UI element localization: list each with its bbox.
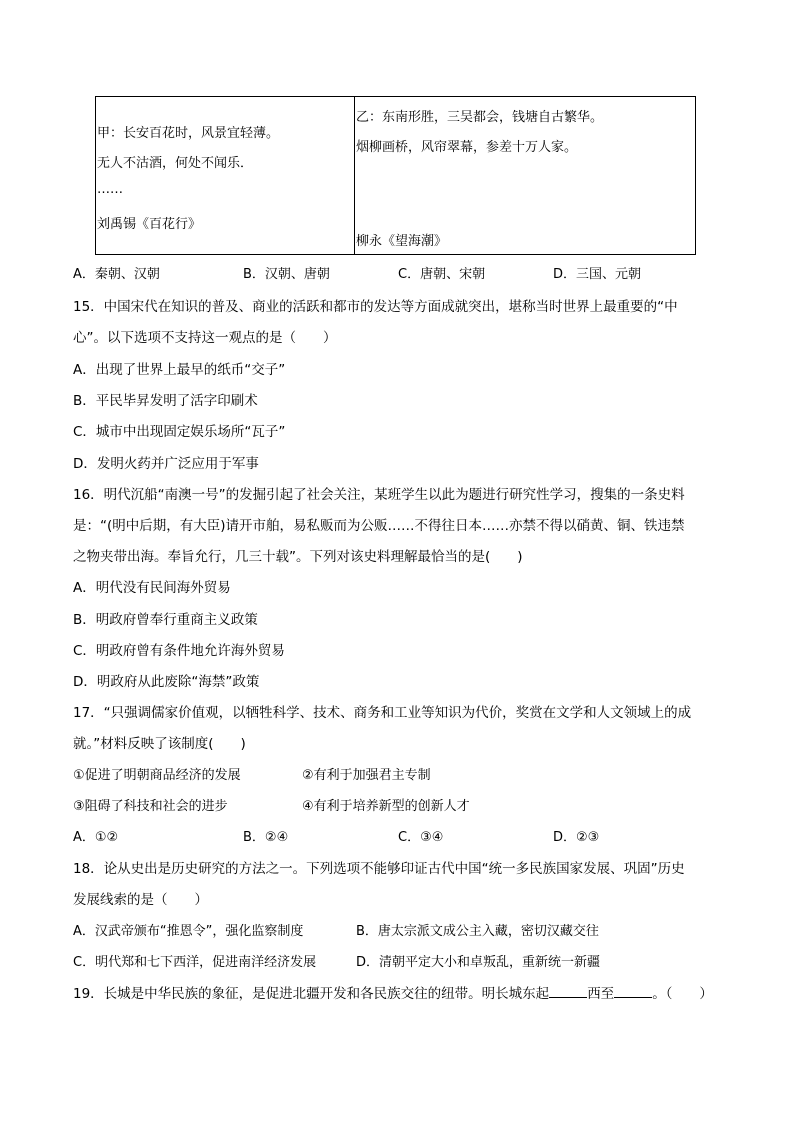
q17-stem-line-1: 17．“只强调儒家价值观，以牺牲科学、技术、商务和工业等知识为代价，奖赏在文学和人文领域上的成 xyxy=(73,705,692,721)
q19-stem xyxy=(73,982,713,1002)
q16-option-c[interactable]: C．明政府曾有条件地允许海外贸易 xyxy=(73,643,285,659)
q18-option-a[interactable]: A．汉武帝颁布“推恩令”，强化监察制度 xyxy=(73,924,304,939)
poem-cell-yi xyxy=(355,97,695,254)
poem-jia-line-2: 无人不沽酒，何处不闻乐． xyxy=(97,156,254,171)
q19-stem-part-1: 19．长城是中华民族的象征，是促进北疆开发和各民族交往的纽带。明长城东起 xyxy=(73,986,550,1002)
q17-option-c[interactable]: C．③④ xyxy=(398,830,444,845)
poem-cell-jia xyxy=(96,97,355,254)
q18-stem-line-1: 18．论从史出是历史研究的方法之一。下列选项不能够印证古代中国“统一多民族国家发展、巩固”历史 xyxy=(73,861,685,877)
q18-option-b[interactable]: B．唐太宗派文成公主入藏，密切汉藏交往 xyxy=(356,924,599,939)
q16-stem-line-3: 之物夹带出海。奉旨允行，几三十载”。下列对该史料理解最恰当的是( ) xyxy=(73,549,523,565)
poem-jia-ellipsis: …… xyxy=(97,182,123,197)
q15-stem-line-1: 15．中国宋代在知识的普及、商业的活跃和都市的发达等方面成就突出，堪称当时世界上最重要的“中 xyxy=(73,299,678,315)
q17-option-d[interactable]: D．②③ xyxy=(553,830,600,845)
q16-option-d[interactable]: D．明政府从此废除“海禁”政策 xyxy=(73,674,260,690)
q15-option-d[interactable]: D．发明火药并广泛应用于军事 xyxy=(73,456,259,472)
poem-yi-line-2: 烟柳画桥，风帘翠幕，参差十万人家。 xyxy=(356,140,578,155)
q19-blank-west[interactable] xyxy=(614,985,652,998)
q17-statement-3: ③阻碍了科技和社会的进步 xyxy=(73,799,228,814)
poem-yi-line-1: 乙：东南形胜，三吴都会，钱塘自古繁华。 xyxy=(356,110,604,125)
q18-option-d[interactable]: D．清朝平定大小和卓叛乱，重新统一新疆 xyxy=(356,955,601,970)
q17-stem-line-2: 就。”材料反映了该制度( ) xyxy=(73,736,246,752)
q15-option-b[interactable]: B．平民毕昇发明了活字印刷术 xyxy=(73,393,258,409)
q14-option-a[interactable]: A．秦朝、汉朝 xyxy=(73,267,160,282)
q15-option-c[interactable]: C．城市中出现固定娱乐场所“瓦子” xyxy=(73,424,286,440)
q16-option-a[interactable]: A．明代没有民间海外贸易 xyxy=(73,580,231,596)
q15-option-a[interactable]: A．出现了世界上最早的纸币“交子” xyxy=(73,362,286,378)
q16-stem-line-2: 是：“(明中后期，有大臣)请开市舶，易私贩而为公贩……不得往日本……亦禁不得以硝黄、铜、铁违禁 xyxy=(73,518,685,534)
q19-stem-part-2: 西至 xyxy=(587,986,615,1002)
q14-option-b[interactable]: B．汉朝、唐朝 xyxy=(243,267,330,282)
q16-stem-line-1: 16．明代沉船“南澳一号”的发掘引起了社会关注，某班学生以此为题进行研究性学习，搜集的一条史料 xyxy=(73,487,685,503)
q17-option-b[interactable]: B．②④ xyxy=(243,830,289,845)
q19-stem-part-3: 。（ ） xyxy=(652,986,713,1002)
q18-stem-line-2: 发展线索的是（ ） xyxy=(73,892,208,908)
poem-yi-source: 柳永《望海潮》 xyxy=(356,234,448,249)
q17-statement-1: ①促进了明朝商品经济的发展 xyxy=(73,768,241,783)
q14-option-c[interactable]: C．唐朝、宋朝 xyxy=(398,267,486,282)
q19-blank-east[interactable] xyxy=(549,985,587,998)
poem-jia-line-1: 甲：长安百花时，风景宜轻薄。 xyxy=(97,126,280,141)
q16-option-b[interactable]: B．明政府曾奉行重商主义政策 xyxy=(73,612,258,628)
q14-option-d[interactable]: D．三国、元朝 xyxy=(553,267,642,282)
poem-table xyxy=(95,96,696,255)
poem-jia-source: 刘禹锡《百花行》 xyxy=(97,217,202,232)
q15-stem-line-2: 心”。以下选项不支持这一观点的是（ ） xyxy=(73,330,337,346)
q17-option-a[interactable]: A．①② xyxy=(73,830,119,845)
q17-statement-2: ②有利于加强君主专制 xyxy=(302,768,431,783)
q18-option-c[interactable]: C．明代郑和七下西洋，促进南洋经济发展 xyxy=(73,955,317,970)
q17-statement-4: ④有利于培养新型的创新人才 xyxy=(302,799,470,814)
